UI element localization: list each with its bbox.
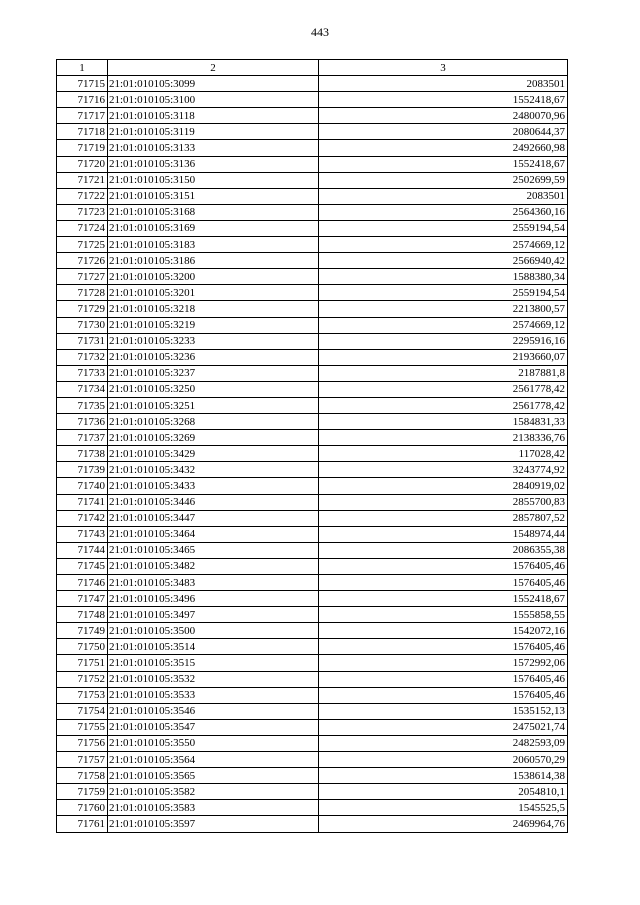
table-row xyxy=(57,623,568,639)
cadastral-number: 21:01:010105:3597 xyxy=(108,816,319,832)
table-row xyxy=(57,671,568,687)
table-row xyxy=(57,333,568,349)
cadastral-value: 1576405,46 xyxy=(319,575,568,591)
cadastral-value: 2138336,76 xyxy=(319,430,568,446)
cadastral-number: 21:01:010105:3447 xyxy=(108,510,319,526)
table-row xyxy=(57,220,568,236)
table-row xyxy=(57,301,568,317)
cadastral-value: 1572992,06 xyxy=(319,655,568,671)
table-row xyxy=(57,108,568,124)
row-index: 71748 xyxy=(57,607,108,623)
table-row xyxy=(57,719,568,735)
table-row xyxy=(57,92,568,108)
cadastral-number: 21:01:010105:3547 xyxy=(108,719,319,735)
cadastral-number: 21:01:010105:3432 xyxy=(108,462,319,478)
row-index: 71761 xyxy=(57,816,108,832)
row-index: 71716 xyxy=(57,92,108,108)
cadastral-value: 2559194,54 xyxy=(319,285,568,301)
cadastral-number: 21:01:010105:3497 xyxy=(108,607,319,623)
cadastral-number: 21:01:010105:3483 xyxy=(108,575,319,591)
cadastral-number: 21:01:010105:3133 xyxy=(108,140,319,156)
cadastral-value: 2083501 xyxy=(319,76,568,92)
cadastral-number: 21:01:010105:3565 xyxy=(108,768,319,784)
cadastral-number: 21:01:010105:3496 xyxy=(108,591,319,607)
row-index: 71724 xyxy=(57,220,108,236)
cadastral-value: 2559194,54 xyxy=(319,220,568,236)
row-index: 71715 xyxy=(57,76,108,92)
row-index: 71718 xyxy=(57,124,108,140)
cadastral-value: 1576405,46 xyxy=(319,558,568,574)
cadastral-number: 21:01:010105:3582 xyxy=(108,784,319,800)
cadastral-value: 1555858,55 xyxy=(319,607,568,623)
row-index: 71754 xyxy=(57,703,108,719)
cadastral-number: 21:01:010105:3268 xyxy=(108,414,319,430)
cadastral-value: 2574669,12 xyxy=(319,317,568,333)
cadastral-value: 1588380,34 xyxy=(319,269,568,285)
row-index: 71751 xyxy=(57,655,108,671)
cadastral-value: 2840919,02 xyxy=(319,478,568,494)
cadastral-value: 1576405,46 xyxy=(319,639,568,655)
cadastral-number: 21:01:010105:3233 xyxy=(108,333,319,349)
table-row xyxy=(57,124,568,140)
cadastral-number: 21:01:010105:3546 xyxy=(108,703,319,719)
cadastral-value: 117028,42 xyxy=(319,446,568,462)
cadastral-number: 21:01:010105:3237 xyxy=(108,365,319,381)
cadastral-number: 21:01:010105:3514 xyxy=(108,639,319,655)
row-index: 71717 xyxy=(57,108,108,124)
table-row xyxy=(57,639,568,655)
row-index: 71732 xyxy=(57,349,108,365)
row-index: 71760 xyxy=(57,800,108,816)
column-header-value: 3 xyxy=(319,60,568,76)
cadastral-value: 2561778,42 xyxy=(319,397,568,413)
table-row xyxy=(57,156,568,172)
table-row xyxy=(57,285,568,301)
cadastral-value: 1576405,46 xyxy=(319,671,568,687)
table-row xyxy=(57,317,568,333)
cadastral-value: 1542072,16 xyxy=(319,623,568,639)
cadastral-number: 21:01:010105:3429 xyxy=(108,446,319,462)
row-index: 71741 xyxy=(57,494,108,510)
cadastral-number: 21:01:010105:3464 xyxy=(108,526,319,542)
table-row xyxy=(57,816,568,832)
cadastral-value: 1584831,33 xyxy=(319,414,568,430)
cadastral-value: 2857807,52 xyxy=(319,510,568,526)
table-row xyxy=(57,140,568,156)
table-row xyxy=(57,397,568,413)
table-row xyxy=(57,735,568,751)
row-index: 71735 xyxy=(57,397,108,413)
table-row xyxy=(57,381,568,397)
row-index: 71743 xyxy=(57,526,108,542)
cadastral-number: 21:01:010105:3100 xyxy=(108,92,319,108)
table-row xyxy=(57,349,568,365)
table-row xyxy=(57,591,568,607)
table-row xyxy=(57,575,568,591)
cadastral-value: 2469964,76 xyxy=(319,816,568,832)
cadastral-number: 21:01:010105:3269 xyxy=(108,430,319,446)
cadastral-number: 21:01:010105:3219 xyxy=(108,317,319,333)
row-index: 71747 xyxy=(57,591,108,607)
cadastral-value: 2574669,12 xyxy=(319,237,568,253)
table-row xyxy=(57,687,568,703)
cadastral-value: 1538614,38 xyxy=(319,768,568,784)
cadastral-number: 21:01:010105:3150 xyxy=(108,172,319,188)
cadastral-number: 21:01:010105:3251 xyxy=(108,397,319,413)
cadastral-number: 21:01:010105:3186 xyxy=(108,253,319,269)
row-index: 71745 xyxy=(57,558,108,574)
cadastral-value: 2492660,98 xyxy=(319,140,568,156)
row-index: 71750 xyxy=(57,639,108,655)
cadastral-value: 2086355,38 xyxy=(319,542,568,558)
cadastral-number: 21:01:010105:3201 xyxy=(108,285,319,301)
table-row xyxy=(57,269,568,285)
row-index: 71749 xyxy=(57,623,108,639)
cadastral-number: 21:01:010105:3583 xyxy=(108,800,319,816)
row-index: 71730 xyxy=(57,317,108,333)
table-row xyxy=(57,703,568,719)
cadastral-number: 21:01:010105:3200 xyxy=(108,269,319,285)
row-index: 71757 xyxy=(57,752,108,768)
row-index: 71721 xyxy=(57,172,108,188)
row-index: 71723 xyxy=(57,204,108,220)
table-row xyxy=(57,558,568,574)
cadastral-number: 21:01:010105:3482 xyxy=(108,558,319,574)
table-row xyxy=(57,768,568,784)
cadastral-value: 2193660,07 xyxy=(319,349,568,365)
cadastral-value: 3243774,92 xyxy=(319,462,568,478)
table-row xyxy=(57,510,568,526)
cadastral-value: 2482593,09 xyxy=(319,735,568,751)
cadastral-number: 21:01:010105:3136 xyxy=(108,156,319,172)
row-index: 71731 xyxy=(57,333,108,349)
cadastral-value: 2480070,96 xyxy=(319,108,568,124)
cadastral-value: 2080644,37 xyxy=(319,124,568,140)
table-row xyxy=(57,76,568,92)
table-row xyxy=(57,607,568,623)
cadastral-value: 1535152,13 xyxy=(319,703,568,719)
row-index: 71736 xyxy=(57,414,108,430)
row-index: 71727 xyxy=(57,269,108,285)
cadastral-number: 21:01:010105:3183 xyxy=(108,237,319,253)
row-index: 71719 xyxy=(57,140,108,156)
cadastral-value: 1548974,44 xyxy=(319,526,568,542)
table-row xyxy=(57,655,568,671)
cadastral-value: 1552418,67 xyxy=(319,156,568,172)
table-row xyxy=(57,188,568,204)
cadastral-number: 21:01:010105:3515 xyxy=(108,655,319,671)
cadastral-value: 1552418,67 xyxy=(319,92,568,108)
registry-table xyxy=(56,59,568,833)
table-header-row xyxy=(57,60,568,76)
cadastral-value: 2566940,42 xyxy=(319,253,568,269)
table-row xyxy=(57,204,568,220)
cadastral-value: 2054810,1 xyxy=(319,784,568,800)
cadastral-value: 1545525,5 xyxy=(319,800,568,816)
cadastral-value: 1552418,67 xyxy=(319,591,568,607)
cadastral-number: 21:01:010105:3218 xyxy=(108,301,319,317)
column-header-cadastral-number: 2 xyxy=(108,60,319,76)
cadastral-number: 21:01:010105:3168 xyxy=(108,204,319,220)
row-index: 71759 xyxy=(57,784,108,800)
row-index: 71746 xyxy=(57,575,108,591)
cadastral-number: 21:01:010105:3169 xyxy=(108,220,319,236)
row-index: 71725 xyxy=(57,237,108,253)
row-index: 71722 xyxy=(57,188,108,204)
table-row xyxy=(57,494,568,510)
cadastral-number: 21:01:010105:3500 xyxy=(108,623,319,639)
cadastral-number: 21:01:010105:3532 xyxy=(108,671,319,687)
page-number: 443 xyxy=(311,25,329,39)
cadastral-number: 21:01:010105:3533 xyxy=(108,687,319,703)
table-row xyxy=(57,478,568,494)
cadastral-value: 2295916,16 xyxy=(319,333,568,349)
cadastral-value: 2213800,57 xyxy=(319,301,568,317)
cadastral-number: 21:01:010105:3446 xyxy=(108,494,319,510)
row-index: 71758 xyxy=(57,768,108,784)
row-index: 71733 xyxy=(57,365,108,381)
table-row xyxy=(57,526,568,542)
cadastral-value: 2475021,74 xyxy=(319,719,568,735)
table-body xyxy=(57,76,568,832)
row-index: 71744 xyxy=(57,542,108,558)
row-index: 71739 xyxy=(57,462,108,478)
cadastral-number: 21:01:010105:3236 xyxy=(108,349,319,365)
table-row xyxy=(57,430,568,446)
table-row xyxy=(57,752,568,768)
column-header-index: 1 xyxy=(57,60,108,76)
cadastral-value: 2855700,83 xyxy=(319,494,568,510)
table-row xyxy=(57,446,568,462)
cadastral-value: 2060570,29 xyxy=(319,752,568,768)
cadastral-value: 2083501 xyxy=(319,188,568,204)
cadastral-number: 21:01:010105:3564 xyxy=(108,752,319,768)
cadastral-number: 21:01:010105:3118 xyxy=(108,108,319,124)
row-index: 71756 xyxy=(57,735,108,751)
cadastral-number: 21:01:010105:3250 xyxy=(108,381,319,397)
table-row xyxy=(57,462,568,478)
cadastral-value: 1576405,46 xyxy=(319,687,568,703)
row-index: 71740 xyxy=(57,478,108,494)
row-index: 71738 xyxy=(57,446,108,462)
cadastral-number: 21:01:010105:3119 xyxy=(108,124,319,140)
row-index: 71734 xyxy=(57,381,108,397)
cadastral-number: 21:01:010105:3151 xyxy=(108,188,319,204)
table-row xyxy=(57,784,568,800)
row-index: 71753 xyxy=(57,687,108,703)
cadastral-number: 21:01:010105:3465 xyxy=(108,542,319,558)
cadastral-number: 21:01:010105:3550 xyxy=(108,735,319,751)
table-row xyxy=(57,253,568,269)
table-row xyxy=(57,542,568,558)
cadastral-value: 2564360,16 xyxy=(319,204,568,220)
row-index: 71752 xyxy=(57,671,108,687)
table-row xyxy=(57,800,568,816)
cadastral-number: 21:01:010105:3099 xyxy=(108,76,319,92)
cadastral-value: 2561778,42 xyxy=(319,381,568,397)
table-row xyxy=(57,237,568,253)
table-row xyxy=(57,365,568,381)
row-index: 71726 xyxy=(57,253,108,269)
row-index: 71755 xyxy=(57,719,108,735)
row-index: 71742 xyxy=(57,510,108,526)
table-row xyxy=(57,172,568,188)
row-index: 71737 xyxy=(57,430,108,446)
row-index: 71720 xyxy=(57,156,108,172)
cadastral-value: 2187881,8 xyxy=(319,365,568,381)
row-index: 71729 xyxy=(57,301,108,317)
cadastral-value: 2502699,59 xyxy=(319,172,568,188)
table-row xyxy=(57,414,568,430)
cadastral-number: 21:01:010105:3433 xyxy=(108,478,319,494)
row-index: 71728 xyxy=(57,285,108,301)
